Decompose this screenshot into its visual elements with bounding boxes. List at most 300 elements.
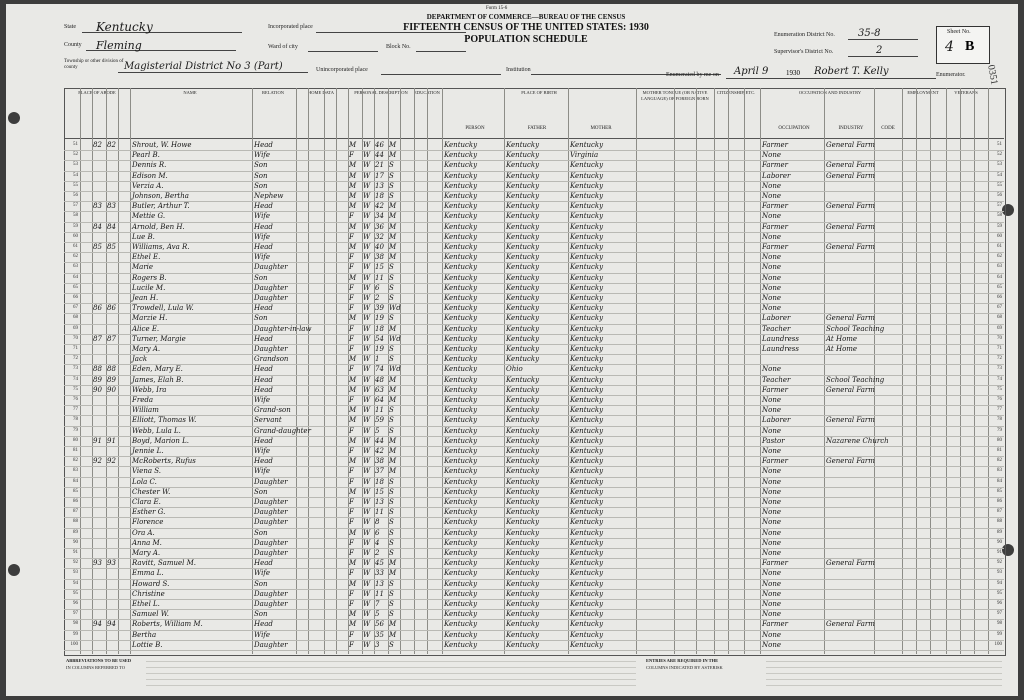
birthplace-mother: Kentucky — [570, 385, 604, 394]
sex: M — [349, 181, 357, 190]
dwelling-number: 86 — [93, 304, 102, 313]
birthplace-father: Kentucky — [506, 620, 540, 629]
ed-underline — [848, 39, 918, 40]
age: 3 — [375, 640, 380, 649]
birthplace-mother: Kentucky — [570, 538, 604, 547]
birthplace-mother: Kentucky — [570, 477, 604, 486]
line-number-right: 79 — [997, 427, 1002, 433]
sheet-number-box — [936, 26, 990, 64]
relation: Daughter — [254, 263, 288, 272]
relation: Head — [254, 202, 273, 211]
line-number-right: 99 — [997, 631, 1002, 637]
age: 39 — [375, 304, 384, 313]
birthplace-mother: Kentucky — [570, 589, 604, 598]
ward-label: Ward of city — [268, 44, 298, 50]
birthplace-person: Kentucky — [444, 243, 478, 251]
line-number-right: 62 — [997, 254, 1002, 260]
race: W — [363, 283, 371, 292]
dwelling-number: 94 — [93, 620, 102, 629]
entries-note-2: COLUMNS INDICATED BY ASTERISK — [646, 665, 723, 670]
birthplace-person: Kentucky — [444, 385, 478, 394]
abbrev-title: ABBREVIATIONS TO BE USED — [66, 658, 132, 663]
institution-label: Institution — [506, 67, 531, 73]
sex: F — [349, 467, 354, 476]
age: 44 — [375, 151, 384, 160]
age: 54 — [375, 334, 384, 343]
age: 38 — [375, 457, 384, 466]
relation: Grand-son — [254, 406, 291, 415]
occupation: None — [762, 294, 781, 302]
birthplace-father: Kentucky — [506, 416, 540, 425]
line-number: 97 — [73, 611, 78, 617]
occupation: None — [762, 406, 781, 415]
relation: Wife — [254, 396, 271, 404]
person-name: Alice E. — [132, 324, 160, 333]
race: W — [363, 314, 371, 323]
birthplace-father: Kentucky — [506, 273, 540, 282]
industry: General Farm — [826, 243, 875, 251]
county-label: County — [64, 42, 82, 48]
person-name: Jean H. — [132, 294, 159, 302]
race: W — [363, 151, 371, 160]
relation: Daughter — [254, 589, 288, 598]
relation: Wife — [254, 569, 271, 578]
line-number-right: 60 — [997, 233, 1002, 239]
person-name: Trowdell, Lula W. — [132, 304, 194, 313]
birthplace-person: Kentucky — [444, 549, 478, 557]
birthplace-mother: Kentucky — [570, 161, 604, 170]
occupation: None — [762, 447, 781, 455]
person-name: Viena S. — [132, 467, 161, 476]
birthplace-mother: Kentucky — [570, 559, 604, 568]
line-number: 61 — [73, 244, 78, 249]
marital-status: S — [389, 477, 394, 486]
marital-status: S — [389, 610, 394, 619]
line-number-right: 65 — [997, 284, 1002, 290]
birthplace-person: Kentucky — [444, 222, 478, 231]
birthplace-father: Kentucky — [506, 202, 540, 211]
birthplace-father: Kentucky — [506, 508, 540, 517]
subhead-industry: INDUSTRY — [838, 126, 864, 131]
family-number: 86 — [107, 304, 116, 313]
age: 5 — [375, 610, 380, 619]
line-number: 58 — [73, 213, 78, 219]
birthplace-father: Kentucky — [506, 559, 540, 568]
birthplace-mother: Kentucky — [570, 508, 604, 517]
line-number-right: 54 — [997, 172, 1002, 178]
line-number-right: 56 — [997, 193, 1002, 198]
person-name: Mary A. — [132, 345, 161, 353]
enumerated-date: April 9 — [734, 66, 769, 77]
person-name: Chester W. — [132, 487, 171, 496]
person-name: Boyd, Marion L. — [132, 436, 189, 445]
age: 18 — [375, 477, 384, 486]
line-number: 56 — [73, 193, 78, 198]
age: 64 — [375, 396, 384, 404]
family-number: 90 — [107, 385, 116, 394]
occupation: None — [762, 600, 781, 608]
sex: M — [349, 416, 357, 425]
marital-status: S — [389, 538, 394, 547]
birthplace-mother: Kentucky — [570, 436, 604, 445]
birthplace-person: Kentucky — [444, 202, 478, 211]
line-number-right: 87 — [997, 509, 1002, 515]
birthplace-father: Kentucky — [506, 253, 540, 262]
code-notes — [766, 656, 1002, 686]
sex: M — [349, 314, 357, 323]
occupation: None — [762, 192, 781, 200]
age: 36 — [375, 222, 384, 231]
sex: M — [349, 457, 357, 466]
birthplace-father: Kentucky — [506, 304, 540, 313]
section-citizenship: CITIZENSHIP, ETC. — [716, 90, 756, 95]
birthplace-person: Kentucky — [444, 212, 478, 221]
incorporated-label: Incorporated place — [268, 24, 313, 30]
line-number-right: 76 — [997, 397, 1002, 402]
birthplace-father: Kentucky — [506, 579, 540, 588]
line-number: 62 — [73, 254, 78, 260]
sex: M — [349, 559, 357, 568]
sex: F — [349, 538, 354, 547]
race: W — [363, 222, 371, 231]
age: 2 — [375, 549, 380, 557]
birthplace-father: Kentucky — [506, 345, 540, 353]
birthplace-person: Kentucky — [444, 640, 478, 649]
birthplace-father: Kentucky — [506, 487, 540, 496]
person-name: Johnson, Bertha — [132, 192, 189, 200]
birthplace-mother: Kentucky — [570, 334, 604, 343]
ward-underline — [308, 51, 378, 52]
occupation: Laundress — [762, 334, 799, 343]
occupation: None — [762, 467, 781, 476]
page-stamp: 0351 — [985, 64, 1000, 86]
sheet-number: 4 — [945, 39, 954, 55]
birthplace-father: Kentucky — [506, 467, 540, 476]
marital-status: M — [389, 232, 397, 241]
industry: At Home — [826, 334, 858, 343]
section-education: EDUCATION — [414, 90, 440, 95]
person-name: Esther G. — [132, 508, 166, 517]
line-number: 74 — [73, 376, 78, 382]
occupation: None — [762, 263, 781, 272]
person-name: Ravitt, Samuel M. — [132, 559, 196, 568]
birthplace-person: Kentucky — [444, 294, 478, 302]
sex: F — [349, 589, 354, 598]
sex: F — [349, 569, 354, 578]
relation: Son — [254, 610, 268, 619]
birthplace-father: Kentucky — [506, 243, 540, 251]
birthplace-father: Kentucky — [506, 406, 540, 415]
age: 35 — [375, 630, 384, 639]
sex: F — [349, 212, 354, 221]
line-number: 81 — [73, 448, 78, 453]
person-name: Turner, Margie — [132, 334, 186, 343]
line-number: 93 — [73, 570, 78, 576]
marital-status: S — [389, 508, 394, 517]
age: 11 — [375, 406, 384, 415]
age: 32 — [375, 232, 384, 241]
line-number-right: 96 — [997, 601, 1002, 606]
person-name: Emma L. — [132, 569, 164, 578]
sex: F — [349, 283, 354, 292]
line-number-right: 94 — [997, 580, 1002, 586]
person-name: Rogers B. — [132, 273, 167, 282]
occupation: None — [762, 232, 781, 241]
birthplace-mother: Kentucky — [570, 467, 604, 476]
birthplace-person: Kentucky — [444, 375, 478, 384]
person-name: Lottie B. — [132, 640, 163, 649]
relation: Head — [254, 141, 273, 149]
relation: Nephew — [254, 192, 284, 200]
section-mother-tongue: MOTHER TONGUE (OR NATIVE LANGUAGE) OF FOREIGN BORN — [641, 90, 709, 101]
occupation: None — [762, 365, 781, 374]
relation: Head — [254, 304, 273, 313]
occupation: None — [762, 151, 781, 160]
birthplace-person: Kentucky — [444, 528, 478, 537]
birthplace-mother: Kentucky — [570, 640, 604, 649]
sex: F — [349, 151, 354, 160]
person-name: Shrout, W. Howe — [132, 141, 192, 149]
person-name: Webb, Ira — [132, 385, 167, 394]
relation: Son — [254, 528, 268, 537]
line-number: 78 — [73, 417, 78, 423]
occupation: None — [762, 273, 781, 282]
birthplace-mother: Kentucky — [570, 324, 604, 333]
birthplace-father: Kentucky — [506, 589, 540, 598]
line-number-right: 69 — [997, 325, 1002, 331]
occupation: Farmer — [762, 141, 789, 149]
age: 7 — [375, 600, 380, 608]
race: W — [363, 447, 371, 455]
sex: F — [349, 396, 354, 404]
person-name: Verzia A. — [132, 181, 164, 190]
occupation: Teacher — [762, 375, 791, 384]
birthplace-father: Kentucky — [506, 426, 540, 435]
line-number-right: 72 — [997, 356, 1002, 362]
line-number: 67 — [73, 305, 78, 311]
age: 6 — [375, 528, 380, 537]
line-number-right: 95 — [997, 590, 1002, 596]
birthplace-person: Kentucky — [444, 192, 478, 200]
occupation: None — [762, 508, 781, 517]
line-number: 100 — [70, 641, 78, 647]
sex: M — [349, 579, 357, 588]
line-number: 68 — [73, 315, 78, 321]
race: W — [363, 549, 371, 557]
sex: F — [349, 294, 354, 302]
line-number: 59 — [73, 223, 78, 229]
line-number: 75 — [73, 386, 78, 392]
occupation: None — [762, 528, 781, 537]
birthplace-person: Kentucky — [444, 538, 478, 547]
birthplace-father: Kentucky — [506, 151, 540, 160]
marital-status: S — [389, 273, 394, 282]
occupation: None — [762, 518, 781, 527]
birthplace-person: Kentucky — [444, 569, 478, 578]
occupation: Laundress — [762, 345, 799, 353]
marital-status: M — [389, 559, 397, 568]
person-name: Pearl B. — [132, 151, 160, 160]
race: W — [363, 579, 371, 588]
occupation: Farmer — [762, 457, 789, 466]
schedule-title: POPULATION SCHEDULE — [464, 34, 588, 45]
sex: F — [349, 630, 354, 639]
race: W — [363, 457, 371, 466]
family-number: 88 — [107, 365, 116, 374]
section-place-of-abode: PLACE OF ABODE — [78, 90, 116, 95]
line-number-right: 86 — [997, 499, 1002, 504]
birthplace-father: Kentucky — [506, 610, 540, 619]
relation: Daughter — [254, 640, 288, 649]
punch-hole — [8, 564, 20, 576]
person-name: Marzie H. — [132, 314, 168, 323]
supervisor-label: Supervisor's District No. — [774, 49, 834, 55]
age: 13 — [375, 579, 384, 588]
person-name: Jennie L. — [132, 447, 164, 455]
birthplace-mother: Kentucky — [570, 243, 604, 251]
birthplace-mother: Kentucky — [570, 487, 604, 496]
line-number-right: 98 — [997, 621, 1002, 627]
race: W — [363, 324, 371, 333]
occupation: Farmer — [762, 161, 789, 170]
line-number-right: 81 — [997, 448, 1002, 453]
relation: Head — [254, 365, 273, 374]
industry: General Farm — [826, 620, 875, 629]
occupation: Farmer — [762, 559, 789, 568]
sex: M — [349, 141, 357, 149]
occupation: Teacher — [762, 324, 791, 333]
birthplace-mother: Kentucky — [570, 528, 604, 537]
birthplace-person: Kentucky — [444, 589, 478, 598]
abbrev-table — [146, 656, 636, 686]
census-title: FIFTEENTH CENSUS OF THE UNITED STATES: 1930 — [403, 22, 649, 33]
marital-status: S — [389, 161, 394, 170]
sex: F — [349, 518, 354, 527]
birthplace-mother: Kentucky — [570, 273, 604, 282]
marital-status: M — [389, 385, 397, 394]
occupation: Pastor — [762, 436, 785, 445]
birthplace-mother: Kentucky — [570, 518, 604, 527]
person-name: Eden, Mary E. — [132, 365, 183, 374]
person-name: Marie — [132, 263, 154, 272]
race: W — [363, 232, 371, 241]
occupation: None — [762, 549, 781, 557]
line-number-right: 91 — [997, 550, 1002, 555]
birthplace-father: Kentucky — [506, 141, 540, 149]
age: 63 — [375, 385, 384, 394]
line-number: 57 — [73, 203, 78, 209]
dwelling-number: 84 — [93, 222, 102, 231]
supervisor-underline — [848, 56, 918, 57]
marital-status: S — [389, 549, 394, 557]
relation: Son — [254, 181, 268, 190]
line-number: 72 — [73, 356, 78, 362]
county-value: Fleming — [96, 39, 142, 52]
age: 15 — [375, 263, 384, 272]
family-number: 94 — [107, 620, 116, 629]
race: W — [363, 385, 371, 394]
person-name: McRoberts, Rufus — [132, 457, 196, 466]
relation: Wife — [254, 232, 271, 241]
sex: F — [349, 334, 354, 343]
birthplace-mother: Kentucky — [570, 406, 604, 415]
block-underline — [416, 51, 466, 52]
race: W — [363, 263, 371, 272]
line-number-right: 61 — [997, 244, 1002, 249]
birthplace-father: Kentucky — [506, 283, 540, 292]
dwelling-number: 87 — [93, 334, 102, 343]
birthplace-father: Kentucky — [506, 477, 540, 486]
race: W — [363, 498, 371, 506]
marital-status: Wd — [389, 334, 401, 343]
marital-status: S — [389, 487, 394, 496]
section-employment: EMPLOYMENT — [907, 90, 939, 95]
birthplace-person: Kentucky — [444, 151, 478, 160]
industry: Nazarene Church — [826, 436, 889, 445]
relation: Wife — [254, 253, 271, 262]
line-number: 55 — [73, 182, 78, 188]
birthplace-person: Kentucky — [444, 273, 478, 282]
section-veterans: VETERANS — [954, 90, 978, 95]
dwelling-number: 83 — [93, 202, 102, 211]
birthplace-father: Kentucky — [506, 212, 540, 221]
occupation: None — [762, 426, 781, 435]
line-number: 87 — [73, 509, 78, 515]
birthplace-father: Kentucky — [506, 528, 540, 537]
abbrev-sub: IN COLUMNS REFERRED TO — [66, 665, 125, 670]
person-name: Ora A. — [132, 528, 155, 537]
age: 56 — [375, 620, 384, 629]
occupation: Farmer — [762, 202, 789, 211]
birthplace-person: Kentucky — [444, 396, 478, 404]
birthplace-person: Kentucky — [444, 304, 478, 313]
birthplace-person: Kentucky — [444, 630, 478, 639]
age: 13 — [375, 181, 384, 190]
relation: Wife — [254, 151, 271, 160]
person-name: Christine — [132, 589, 165, 598]
race: W — [363, 253, 371, 262]
birthplace-person: Kentucky — [444, 518, 478, 527]
marital-status: M — [389, 457, 397, 466]
township-underline — [118, 72, 308, 73]
race: W — [363, 487, 371, 496]
marital-status: M — [389, 569, 397, 578]
birthplace-father: Kentucky — [506, 569, 540, 578]
birthplace-mother: Kentucky — [570, 375, 604, 384]
age: 42 — [375, 202, 384, 211]
occupation: None — [762, 181, 781, 190]
person-name: Lucile M. — [132, 283, 166, 292]
birthplace-person: Kentucky — [444, 559, 478, 568]
birthplace-father: Kentucky — [506, 161, 540, 170]
marital-status: M — [389, 375, 397, 384]
birthplace-person: Kentucky — [444, 600, 478, 608]
marital-status: S — [389, 498, 394, 506]
line-number-right: 68 — [997, 315, 1002, 321]
occupation: None — [762, 396, 781, 404]
header-divider — [64, 138, 1004, 139]
age: 13 — [375, 498, 384, 506]
birthplace-person: Kentucky — [444, 263, 478, 272]
birthplace-father: Kentucky — [506, 457, 540, 466]
race: W — [363, 508, 371, 517]
age: 74 — [375, 365, 384, 374]
line-number: 96 — [73, 601, 78, 606]
birthplace-mother: Kentucky — [570, 232, 604, 241]
relation: Head — [254, 222, 273, 231]
person-name: Arnold, Ben H. — [132, 222, 185, 231]
birthplace-mother: Virginia — [570, 151, 599, 160]
